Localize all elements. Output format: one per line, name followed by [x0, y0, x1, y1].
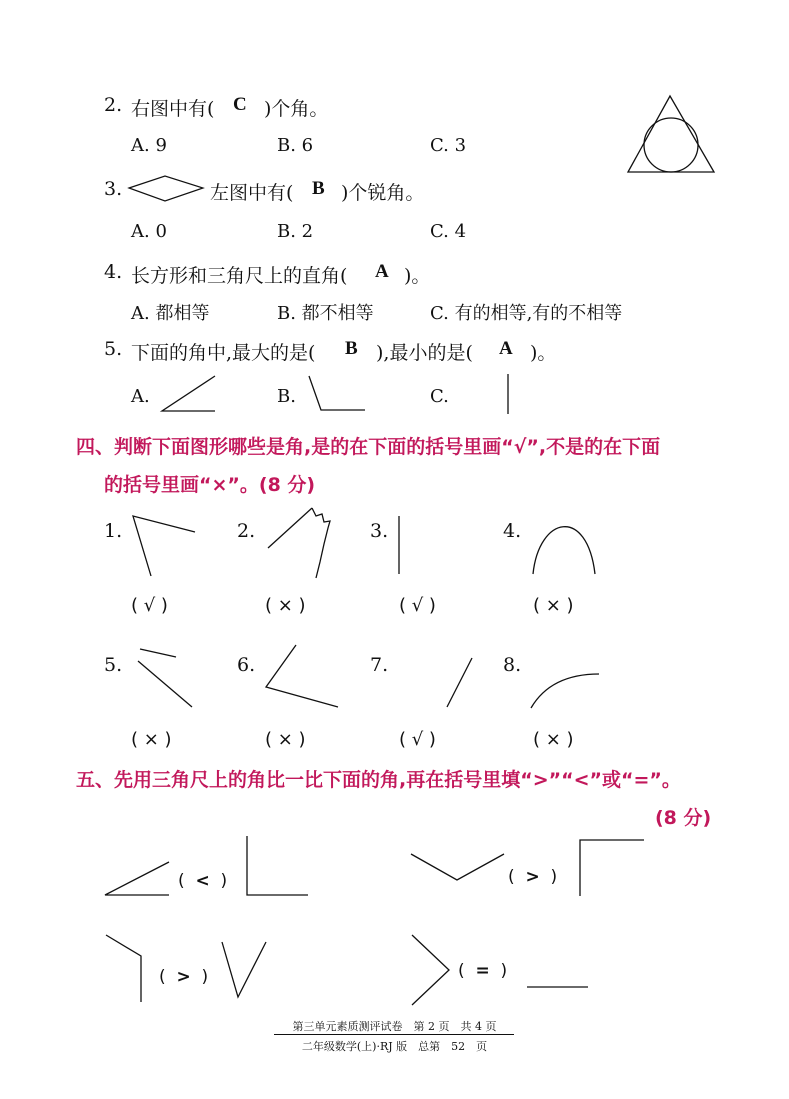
option-b: B. 6: [277, 135, 314, 156]
item-number: 5.: [104, 654, 123, 676]
option-a: A. 9: [131, 135, 167, 156]
comparison-box: ( = ): [458, 961, 508, 981]
question-text: )个角。: [264, 98, 329, 120]
question-text: 左图中有(: [210, 182, 294, 204]
right-angle-figure: [577, 838, 647, 898]
answer-text: B: [345, 338, 358, 359]
question-number: 4.: [104, 261, 123, 283]
figure-3: [396, 514, 402, 576]
right-angle-figure: [244, 834, 310, 898]
figure-6: [262, 643, 342, 711]
answer-box: ( √ ): [131, 595, 168, 616]
answer-box: ( √ ): [399, 729, 436, 750]
question-text: )个锐角。: [341, 182, 425, 204]
comparison-box: ( > ): [508, 867, 558, 887]
figure-8-curve: [529, 670, 603, 712]
answer-box: ( × ): [533, 729, 574, 750]
option-b: B. 2: [277, 221, 314, 242]
item-number: 1.: [104, 520, 123, 542]
question-text: ),最小的是(: [376, 342, 473, 364]
question-text: )。: [404, 265, 431, 287]
figure-4-curve: [531, 514, 597, 576]
option-a: A. 都相等: [131, 303, 210, 324]
item-number: 8.: [503, 654, 522, 676]
option-a: A.: [131, 386, 150, 407]
angle-c-figure: [505, 372, 511, 416]
angle-a-figure: [160, 376, 220, 414]
option-c: C.: [430, 386, 449, 407]
question-text: 长方形和三角尺上的直角(: [131, 265, 348, 287]
question-text: 右图中有(: [131, 98, 215, 120]
item-number: 4.: [503, 520, 522, 542]
figure-5: [136, 645, 196, 711]
comparison-sign: >: [525, 867, 540, 887]
item-number: 2.: [237, 520, 256, 542]
footer-line-1: 第三单元素质测评试卷 第 2 页 共 4 页: [292, 1020, 497, 1033]
obtuse-angle-figure: [103, 932, 147, 1004]
figure-7: [445, 656, 475, 710]
question-text: 下面的角中,最大的是(: [131, 342, 316, 364]
section-4-title-cont: 的括号里画“×”。(8 分): [104, 474, 316, 496]
footer-line-2: 二年级数学(上)·RJ 版 总第 52 页: [301, 1040, 488, 1053]
answer-box: ( √ ): [399, 595, 436, 616]
right-angle-figure: [409, 932, 455, 1008]
question-number: 5.: [104, 338, 123, 360]
comparison-box: ( < ): [178, 871, 228, 891]
answer-text: A: [375, 261, 389, 282]
option-b: B.: [277, 386, 296, 407]
straight-line-figure: [526, 984, 590, 990]
answer-box: ( × ): [533, 595, 574, 616]
answer-text: B: [312, 178, 325, 199]
comparison-sign: <: [195, 871, 210, 891]
question-text: )。: [530, 342, 557, 364]
question-number: 3.: [104, 178, 123, 200]
option-a: A. 0: [131, 221, 167, 242]
option-c: C. 有的相等,有的不相等: [430, 303, 623, 324]
answer-box: ( × ): [131, 729, 172, 750]
comparison-sign: >: [176, 967, 191, 987]
option-c: C. 4: [430, 221, 467, 242]
comparison-box: ( > ): [159, 967, 209, 987]
obtuse-angle-figure: [409, 850, 507, 884]
rhombus-figure: [127, 174, 207, 204]
acute-angle-figure: [220, 940, 270, 1000]
figure-2: [266, 506, 336, 582]
item-number: 7.: [370, 654, 389, 676]
answer-box: ( × ): [265, 729, 306, 750]
option-b: B. 都不相等: [277, 303, 374, 324]
section-4-title: 四、判断下面图形哪些是角,是的在下面的括号里画“√”,不是的在下面: [76, 436, 661, 458]
triangle-circle-figure: [626, 94, 716, 174]
item-number: 6.: [237, 654, 256, 676]
question-number: 2.: [104, 94, 123, 116]
acute-angle-figure: [103, 860, 173, 898]
option-c: C. 3: [430, 135, 467, 156]
answer-text: A: [499, 338, 513, 359]
angle-b-figure: [307, 374, 367, 414]
comparison-sign: =: [475, 961, 490, 981]
figure-1: [131, 510, 201, 580]
item-number: 3.: [370, 520, 389, 542]
answer-text: C: [233, 94, 247, 115]
section-5-score: (8 分): [655, 807, 712, 829]
answer-box: ( × ): [265, 595, 306, 616]
footer-divider: [274, 1034, 514, 1035]
section-5-title: 五、先用三角尺上的角比一比下面的角,再在括号里填“>”“<”或“=”。: [76, 769, 681, 791]
